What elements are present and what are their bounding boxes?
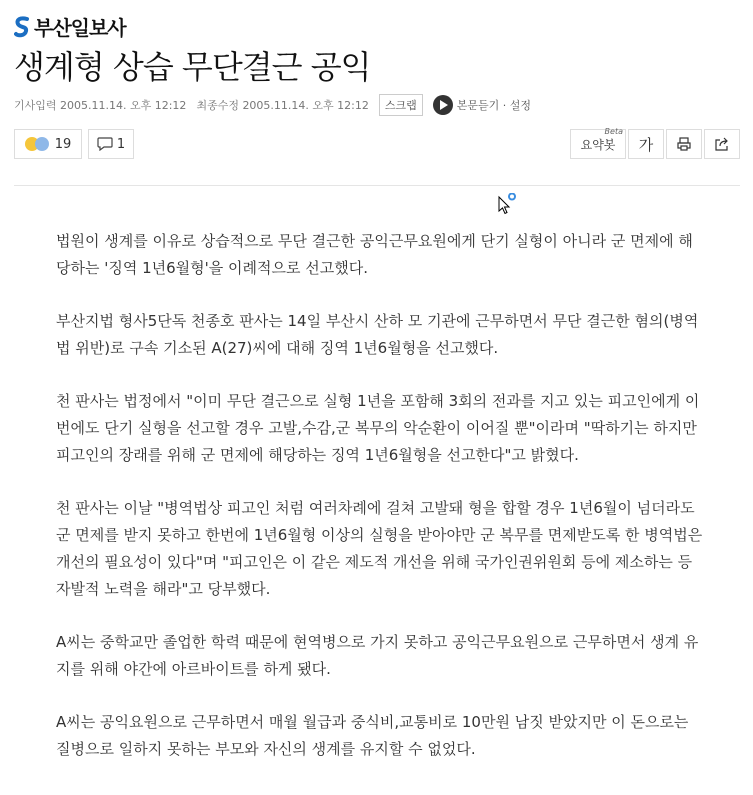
listen-icon bbox=[433, 95, 453, 115]
cursor-icon bbox=[497, 193, 521, 217]
comment-count: 1 bbox=[116, 136, 126, 152]
article-paragraph: 천 판사는 법정에서 "이미 무단 결근으로 실형 1년을 포함해 3회의 전과를 지고 있는 피고인에게 이번에도 단기 실형을 선고할 경우 고발,수감,군 복무의 악순환이 이어질 뿐"이라며 "딱하기는 하지만 피고인의 장래를 위해 군 면제에 해당하는 징역 1년6월형을 선고한다"고 밝혔다. bbox=[56, 392, 700, 464]
article-paragraph: 천 판사는 이날 "병역법상 피고인 처럼 여러차례에 걸쳐 고발돼 형을 합할 경우 1년6월이 넘더라도 군 면제를 받지 못하고 한번에 1년6월형 이상의 실형을 받아야만 군 복무를 면제받도록 한 병역법은 개선의 필요성이 있다"며 "피고인은 이 같은 제도적 개선을 위해 국가인권위원회 등에 제소하는 등 자발적 노력을 해라"고 당부했다. bbox=[56, 499, 703, 598]
share-icon bbox=[714, 136, 730, 152]
font-label: 가 bbox=[638, 135, 654, 154]
logo-icon bbox=[14, 16, 30, 38]
summary-badge: Beta bbox=[604, 127, 623, 136]
share-button[interactable] bbox=[704, 129, 740, 159]
print-icon bbox=[676, 136, 692, 152]
brand-name: 부산일보사 bbox=[34, 16, 126, 40]
modified-date: 최종수정 2005.11.14. 오후 12:12 bbox=[196, 99, 369, 112]
print-button[interactable] bbox=[666, 129, 702, 159]
font-size-button[interactable] bbox=[628, 129, 664, 159]
reaction-count: 19 bbox=[54, 136, 72, 152]
brand-logo[interactable] bbox=[14, 12, 126, 41]
article-title: 생계형 상습 무단결근 공익 bbox=[14, 48, 371, 86]
reaction-button[interactable] bbox=[14, 129, 82, 159]
summary-button[interactable] bbox=[570, 129, 626, 159]
article-paragraph: 법원이 생계를 이유로 상습적으로 무단 결근한 공익근무요원에게 단기 실형이 아니라 군 면제에 해당하는 '징역 1년6월형'을 이례적으로 선고했다. bbox=[56, 232, 693, 277]
summary-label: 요약봇 bbox=[580, 137, 616, 152]
article-paragraph: A씨는 공익요원으로 근무하면서 매월 월급과 중식비,교통비로 10만원 남짓 받았지만 이 돈으로는 질병으로 일하지 못하는 부모와 자신의 생계를 유지할 수 없었다. bbox=[56, 713, 689, 758]
article-body bbox=[56, 228, 706, 789]
header-divider bbox=[14, 185, 740, 186]
listen-label: 본문듣기 · 설정 bbox=[456, 99, 532, 112]
published-date: 기사입력 2005.11.14. 오후 12:12 bbox=[14, 99, 187, 112]
article-paragraph: 부산지법 형사5단독 천종호 판사는 14일 부산시 산하 모 기관에 근무하면서 무단 결근한 혐의(병역법 위반)로 구속 기소된 A(27)씨에 대해 징역 1년6월형을 선고했다. bbox=[56, 312, 699, 357]
comment-button[interactable] bbox=[88, 129, 134, 159]
article-meta bbox=[14, 94, 531, 116]
comment-icon bbox=[97, 137, 113, 151]
listen-button[interactable] bbox=[433, 95, 531, 115]
scrap-button[interactable]: 스크랩 bbox=[379, 94, 423, 116]
article-paragraph: A씨는 중학교만 졸업한 학력 때문에 현역병으로 가지 못하고 공익근무요원으로 근무하면서 생계 유지를 위해 야간에 아르바이트를 하게 됐다. bbox=[56, 633, 699, 678]
emoji-icon bbox=[25, 137, 49, 151]
